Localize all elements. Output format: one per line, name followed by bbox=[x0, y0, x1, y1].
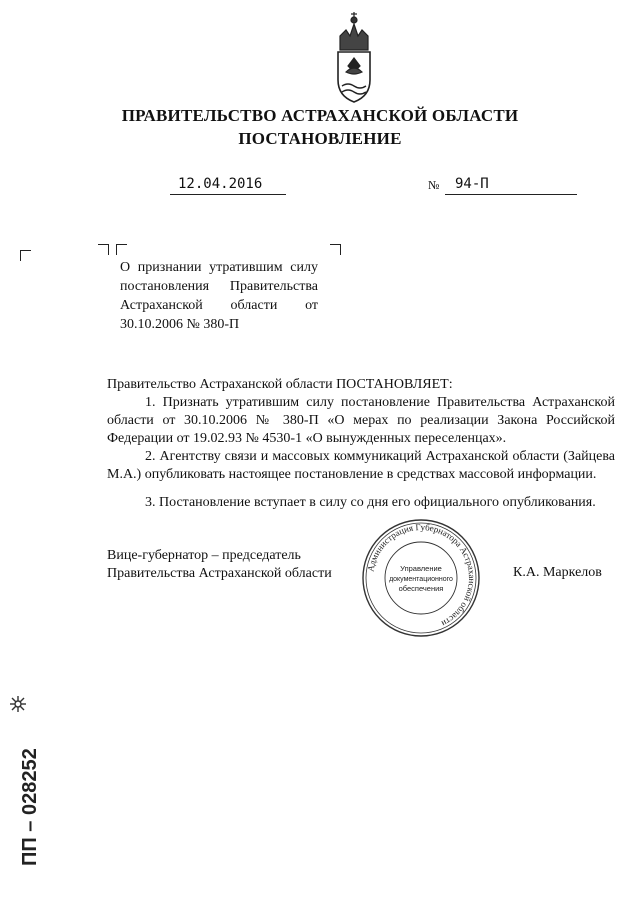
signer-name: К.А. Маркелов bbox=[513, 565, 602, 580]
document-number: 94-П bbox=[445, 176, 577, 195]
coat-of-arms-emblem bbox=[318, 6, 390, 106]
signer-position-line1: Вице-губернатор – председатель bbox=[107, 548, 301, 563]
stamp-center-line2: документационного bbox=[389, 576, 453, 583]
signer-position bbox=[107, 547, 357, 583]
document-date: 12.04.2016 bbox=[170, 176, 286, 195]
corner-mark-inner-left bbox=[116, 244, 127, 255]
stamp-ring-text: Администрация Губернатора Астраханской области bbox=[365, 521, 478, 629]
number-label: № bbox=[428, 178, 440, 192]
document-type-title: ПОСТАНОВЛЕНИЕ bbox=[238, 129, 402, 148]
resolution-item-2: 2. Агентству связи и массовых коммуникаций Астраханской области (Зайцева М.А.) опубликовать настоящее постановление в средствах массовой информации. bbox=[107, 449, 615, 482]
signer-position-line2: Правительства Астраханской области bbox=[107, 566, 332, 581]
government-title: ПРАВИТЕЛЬСТВО АСТРАХАНСКОЙ ОБЛАСТИ bbox=[121, 106, 519, 125]
corner-mark-left bbox=[20, 250, 31, 261]
resolution-item-3: 3. Постановление вступает в силу со дня его официального опубликования. bbox=[145, 495, 596, 510]
side-serial-code bbox=[6, 700, 52, 870]
stamp-center-line3: обеспечения bbox=[398, 584, 444, 593]
official-seal-stamp bbox=[360, 517, 482, 639]
corner-mark-inner-right bbox=[98, 244, 109, 255]
document-subject: О признании утратившим силу постановления Правительства Астраханской области от 30.10.2006 № 380-П bbox=[120, 260, 318, 332]
resolution-item-1: 1. Признать утратившим силу постановление Правительства Астраханской области от 30.10.2006 № 380-П «О мерах по реализации Закона Российской Федерации от 19.02.93 № 4530-1 «О вынужденных переселенцах». bbox=[107, 395, 615, 446]
resolution-intro: Правительство Астраханской области ПОСТАНОВЛЯЕТ: bbox=[107, 377, 453, 392]
stamp-center-line1: Управление bbox=[400, 564, 442, 573]
corner-mark-right bbox=[330, 244, 341, 255]
serial-code-text: ПП – 028252 bbox=[19, 748, 41, 866]
